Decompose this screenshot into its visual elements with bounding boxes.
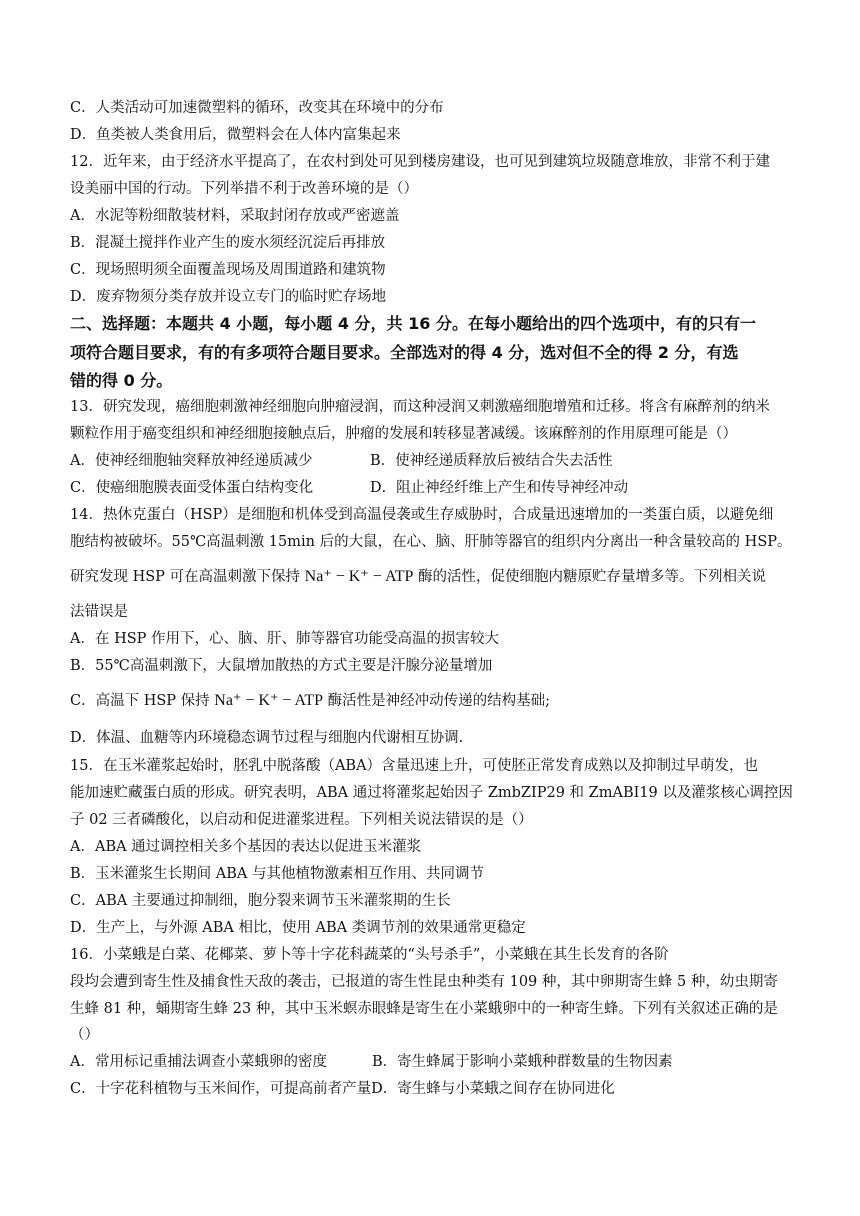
q15-stem-line-2: 能加速贮藏蛋白质的形成。研究表明，ABA 通过将灌浆起始因子 ZmbZIP29 和 ZmABI19 以及灌浆核心调控因 bbox=[70, 785, 793, 801]
q14-option-c bbox=[70, 691, 802, 711]
q14-stem-line-1: 14．热休克蛋白（HSP）是细胞和机体受到高温侵袭或生存威胁时，合成量迅速增加的一类蛋白质，以避免细 bbox=[70, 507, 774, 523]
q16-option-b: B．寄生蜂属于影响小菜蛾种群数量的生物因素 bbox=[372, 1054, 673, 1070]
q15-option-b: B．玉米灌浆生长期间 ABA 与其他植物激素相互作用、共同调节 bbox=[70, 866, 484, 882]
q12-option-a: A．水泥等粉细散装材料，采取封闭存放或严密遮盖 bbox=[70, 208, 400, 224]
q15-stem-line-3: 子 02 三者磷酸化，以启动和促进灌浆进程。下列相关说法错误的是（） bbox=[70, 812, 533, 828]
q16-stem-line-3: 生蜂 81 种，蛹期寄生蜂 23 种，其中玉米螟赤眼蜂是寄生在小菜蛾卵中的一种寄生蜂。下列有关叙述正确的是 bbox=[70, 1001, 778, 1017]
q14-stem-line-2: 胞结构被破坏。55℃高温刺激 15min 后的大鼠，在心、脑、肝肺等器官的组织内分离出一种含量较高的 HSP。 bbox=[70, 534, 792, 550]
q14-option-c-end: 酶活性是神经冲动传递的结构基础; bbox=[322, 693, 550, 709]
q13-stem-line-1: 13．研究发现，癌细胞刺激神经细胞向肿瘤浸润，而这种浸润又刺激癌细胞增殖和迁移。将含有麻醉剂的纳米 bbox=[70, 399, 770, 415]
q14-stem-line-3-start: 研究发现 HSP 可在高温刺激下保持 bbox=[70, 569, 305, 585]
q16-option-a: A．常用标记重捕法调查小菜蛾卵的密度 bbox=[70, 1054, 327, 1070]
q16-stem-line-1: 16．小菜蛾是白菜、花椰菜、萝卜等十字花科蔬菜的“头号杀手”，小菜蛾在其生长发育的各阶 bbox=[70, 947, 669, 963]
q14-formula: Na⁺ − K⁺ − ATP bbox=[304, 568, 414, 585]
section-heading-line-3: 错的得 0 分。 bbox=[70, 371, 173, 390]
q15-option-a: A．ABA 通过调控相关多个基因的表达以促进玉米灌浆 bbox=[70, 839, 422, 855]
q16-stem-line-4: （） bbox=[70, 1027, 99, 1043]
q14-option-c-formula: Na⁺ − K⁺ − ATP bbox=[214, 692, 323, 709]
q14-stem-line-3-end: 酶的活性，促使细胞内糖原贮存量增多等。下列相关说 bbox=[413, 569, 766, 585]
q15-option-d: D．生产上，与外源 ABA 相比，使用 ABA 类调节剂的效果通常更稳定 bbox=[70, 920, 526, 936]
q12-option-c: C．现场照明须全面覆盖现场及周围道路和建筑物 bbox=[70, 262, 386, 278]
q11-option-c: C．人类活动可加速微塑料的循环，改变其在环境中的分布 bbox=[70, 100, 444, 116]
q14-option-b: B．55℃高温刺激下，大鼠增加散热的方式主要是汗腺分泌量增加 bbox=[70, 658, 493, 674]
q16-option-c: C．十字花科植物与玉米间作，可提高前者产量 bbox=[70, 1081, 372, 1097]
q14-option-a: A．在 HSP 作用下，心、脑、肝、肺等器官功能受高温的损害较大 bbox=[70, 631, 500, 647]
q14-option-d: D．体温、血糖等内环境稳态调节过程与细胞内代谢相互协调. bbox=[70, 730, 464, 746]
q13-option-b: B．使神经递质释放后被结合失去活性 bbox=[370, 453, 613, 469]
q14-stem-line-3 bbox=[70, 567, 802, 587]
q16-options-row-2 bbox=[70, 1079, 802, 1099]
section-heading-line-2: 项符合题目要求，有的有多项符合题目要求。全部选对的得 4 分，选对但不全的得 2 分，有选 bbox=[70, 343, 739, 362]
q13-option-c: C．使癌细胞膜表面受体蛋白结构变化 bbox=[70, 480, 314, 496]
q12-stem-line-2: 设美丽中国的行动。下列举措不利于改善环境的是（） bbox=[70, 181, 418, 197]
q13-options-row-2 bbox=[70, 478, 802, 498]
q13-option-d: D．阻止神经纤维上产生和传导神经冲动 bbox=[370, 480, 629, 496]
q16-options-row-1 bbox=[70, 1052, 802, 1072]
q11-option-d: D．鱼类被人类食用后，微塑料会在人体内富集起来 bbox=[70, 127, 401, 143]
q16-option-d: D．寄生蜂与小菜蛾之间存在协同进化 bbox=[371, 1081, 615, 1097]
q13-option-a: A．使神经细胞轴突释放神经递质减少 bbox=[70, 453, 313, 469]
q14-stem-line-4: 法错误是 bbox=[70, 604, 128, 620]
q12-option-d: D．废弃物须分类存放并设立专门的临时贮存场地 bbox=[70, 289, 387, 305]
q15-option-c: C．ABA 主要通过抑制细，胞分裂来调节玉米灌浆期的生长 bbox=[70, 893, 451, 909]
q12-stem-line-1: 12．近年来，由于经济水平提高了，在农村到处可见到楼房建设，也可见到建筑垃圾随意堆放，非常不利于建 bbox=[70, 154, 770, 170]
q16-stem-line-2: 段均会遭到寄生性及捕食性天敌的袭击，已报道的寄生性昆虫种类有 109 种，其中卵期寄生蜂 5 种，幼虫期寄 bbox=[70, 974, 778, 990]
q13-stem-line-2: 颗粒作用于癌变组织和神经细胞接触点后，肿瘤的发展和转移显著减缓。该麻醉剂的作用原理可能是（） bbox=[70, 426, 737, 442]
q13-options-row-1 bbox=[70, 451, 802, 471]
q14-option-c-start: C．高温下 HSP 保持 bbox=[70, 693, 215, 709]
q15-stem-line-1: 15．在玉米灌浆起始时，胚乳中脱落酸（ABA）含量迅速上升，可使胚正常发育成熟以及抑制过早萌发，也 bbox=[70, 758, 759, 774]
q12-option-b: B．混凝土搅拌作业产生的废水须经沉淀后再排放 bbox=[70, 235, 386, 251]
section-heading-line-1: 二、选择题：本题共 4 小题，每小题 4 分，共 16 分。在每小题给出的四个选项中，有的只有一 bbox=[70, 314, 756, 333]
